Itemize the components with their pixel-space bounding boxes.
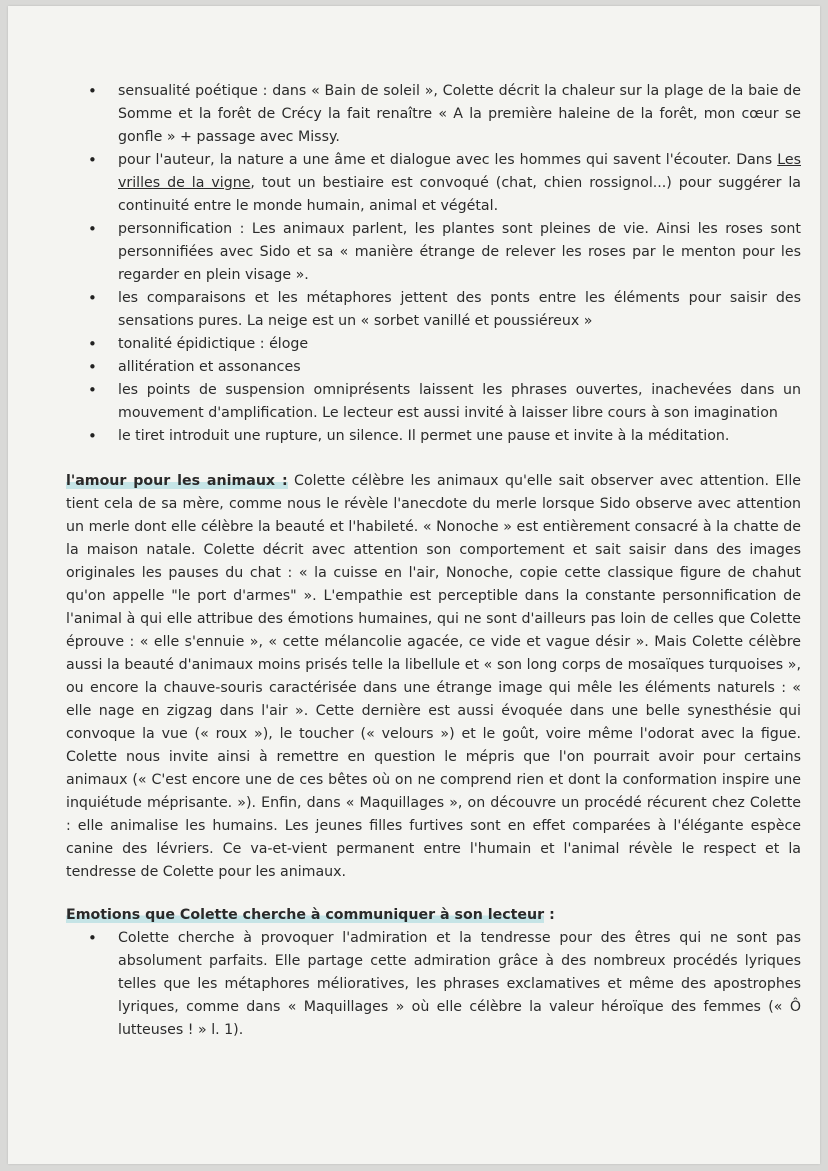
bullet-list-style <box>66 80 801 448</box>
document-content <box>66 80 801 1042</box>
book-title-underlined: Les vrilles de la vigne <box>118 152 801 191</box>
section-heading-emotions-text: Emotions que Colette cherche à communiquer à son lecteur <box>66 907 545 923</box>
list-item: • les comparaisons et les métaphores jettent des ponts entre les éléments pour saisir des sensations pures. La neige est un « sorbet vanillé et poussiéreux » <box>66 287 801 333</box>
heading-colon: : <box>544 907 555 923</box>
list-item: • tonalité épidictique : éloge <box>66 333 801 356</box>
section-body-animals: Colette célèbre les animaux qu'elle sait observer avec attention. Elle tient cela de sa mère, comme nous le révèle l'anecdote du merle lorsque Sido observe avec attention un merle dont elle célèbre la beauté et l'habileté. « Nonoche » est entièrement consacré à la chatte de la maison natale. Colette décrit avec attention son comportement et sait saisir dans des images originales les pauses du chat : « la cuisse en l'air, Nonoche, copie cette classique figure de chahut qu'on appelle "le port d'armes" ». L'empathie est perceptible dans la constante personnification de l'animal à qui elle attribue des émotions humaines, qui ne sont d'ailleurs pas loin de celles que Colette éprouve : « elle s'ennuie », « cette mélancolie agacée, ce vide et vague désir ». Mais Colette célèbre aussi la beauté d'animaux moins prisés telle la libellule et « son long corps de mosaïques turquoises », ou encore la chauve-souris caractérisée dans une étrange image qui mêle les éléments naturels : « elle nage en zigzag dans l'air ». Cette dernière est aussi évoquée dans une belle synesthésie qui convoque la vue (« roux »), le toucher (« velours ») et le goût, voire même l'odorat avec la figue. Colette nous invite ainsi à remettre en question le mépris que l'on pourrait avoir pour certains animaux (« C'est encore une de ces bêtes où on ne comprend rien et dont la conformation inspire une inquiétude méprisante. »). Enfin, dans « Maquillages », on découvre un procédé récurent chez Colette : elle animalise les humains. Les jeunes filles furtives sont en effet comparées à l'élégante espèce canine des lévriers. Ce va-et-vient permanent entre l'humain et l'animal révèle le respect et la tendresse de Colette pour les animaux. <box>66 473 801 880</box>
list-item-text: , tout un bestiaire est convoqué (chat, chien rossignol...) pour suggérer la continuité entre le monde humain, animal et végétal. <box>118 175 801 214</box>
list-item-text: pour l'auteur, la nature a une âme et dialogue avec les hommes qui savent l'écouter. Dans <box>118 152 778 168</box>
list-item: • sensualité poétique : dans « Bain de soleil », Colette décrit la chaleur sur la plage de la baie de Somme et la forêt de Crécy la fait renaître « A la première haleine de la forêt, mon cœur se gonfle » + passage avec Missy. <box>66 80 801 149</box>
list-item: • personnification : Les animaux parlent, les plantes sont pleines de vie. Ainsi les roses sont personnifiées avec Sido et sa « manière étrange de relever les roses par le menton pour les regarder en plein visage ». <box>66 218 801 287</box>
section-animals <box>66 470 801 884</box>
list-item: • allitération et assonances <box>66 356 801 379</box>
list-item: • Colette cherche à provoquer l'admiration et la tendresse pour des êtres qui ne sont pas absolument parfaits. Elle partage cette admiration grâce à des nombreux procédés lyriques telles que les métaphores mélioratives, les phrases exclamatives et même des apostrophes lyriques, comme dans « Maquillages » où elle célèbre la valeur héroïque des femmes (« Ô lutteuses ! » l. 1). <box>66 927 801 1042</box>
section-heading-emotions <box>66 904 801 927</box>
bullet-list-emotions <box>66 927 801 1042</box>
list-item: • le tiret introduit une rupture, un silence. Il permet une pause et invite à la méditation. <box>66 425 801 448</box>
document-page <box>8 6 820 1164</box>
list-item <box>66 149 801 218</box>
section-heading-animals: l'amour pour les animaux : <box>66 473 288 489</box>
list-item: • les points de suspension omniprésents laissent les phrases ouvertes, inachevées dans un mouvement d'amplification. Le lecteur est aussi invité à laisser libre cours à son imagination <box>66 379 801 425</box>
